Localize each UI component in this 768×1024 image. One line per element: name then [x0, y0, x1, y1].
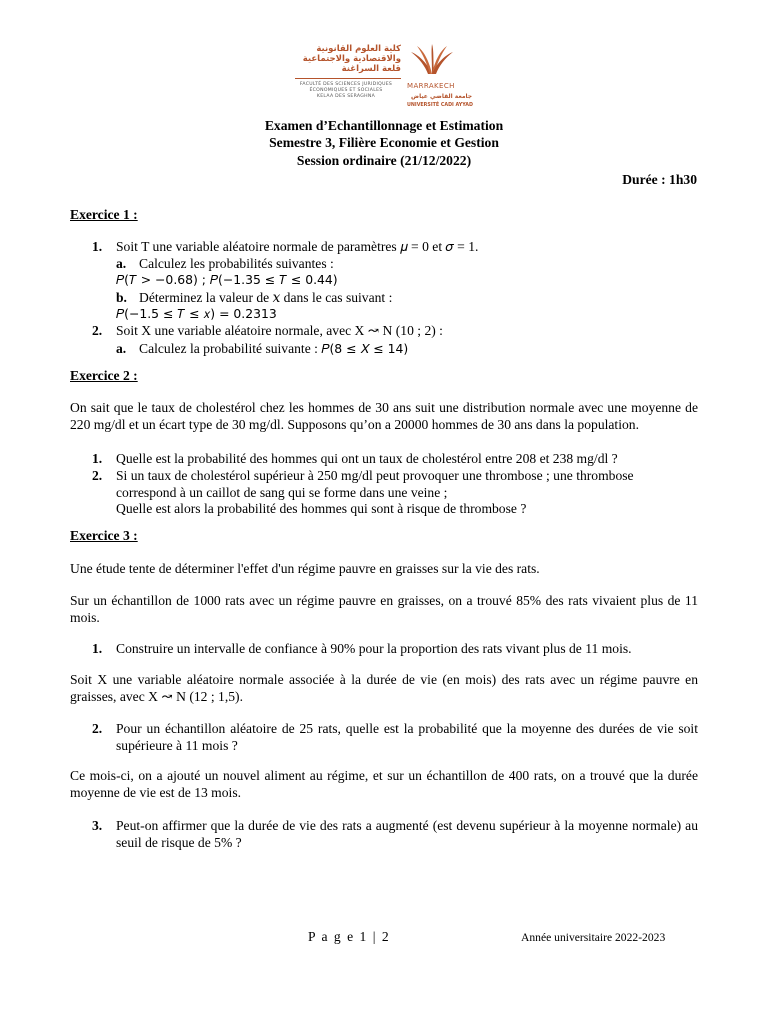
- ex1-q1b-label: b.: [116, 290, 127, 305]
- logo-french-line3: KELAA DES SERAGHNA: [316, 94, 376, 99]
- page-number: P a g e 1 | 2: [308, 929, 391, 944]
- logo-arabic-line1: كلية العلوم القانونية: [316, 44, 401, 54]
- ex1-q2-number: 2.: [92, 323, 103, 338]
- ex3-paragraph-2: Sur un échantillon de 1000 rats avec un régime pauvre en graisses, on a trouvé 85% des rats vivaient plus de 11 mois.: [70, 593, 698, 625]
- exam-session: Session ordinaire (21/12/2022): [296, 153, 472, 168]
- ex2-q2-text: [116, 468, 706, 518]
- ex2-q2-number: 2.: [92, 468, 103, 483]
- logo-divider: [295, 78, 401, 79]
- ex1-q1-text: Soit T une variable aléatoire normale de paramètres 𝜇 = 0 et 𝜎 = 1.: [116, 239, 479, 254]
- ex1-q2a: [139, 341, 408, 358]
- logo-city: MARRAKECH: [407, 82, 455, 90]
- ex2-q1-number: 1.: [92, 451, 103, 466]
- academic-year: Année universitaire 2022-2023: [521, 931, 666, 944]
- ex2-q2-line1: Si un taux de cholestérol supérieur à 250 mg/dl peut provoquer une thrombose ; une thrombose: [116, 468, 634, 483]
- ex1-q2-text: Soit X une variable aléatoire normale, avec X ↝ N (10 ; 2) :: [116, 323, 443, 338]
- ex1-q1b-math: 𝑃(−1.5 ≤ 𝑇 ≤ 𝑥) = 0.2313: [116, 306, 277, 321]
- logo-arabic-name: [291, 44, 401, 74]
- ex3-q1-number: 1.: [92, 641, 103, 656]
- logo-arabic-line2: والاقتصادية والاجتماعية: [302, 54, 401, 64]
- logo-arabic-line3: قلعة السراغنة: [341, 64, 401, 74]
- logo-french-line1: FACULTÉ DES SCIENCES JURIDIQUES: [299, 82, 393, 87]
- exercise-1-title: Exercice 1 :: [70, 207, 138, 222]
- ex2-q2-line3: Quelle est alors la probabilité des hommes qui sont à risque de thrombose ?: [116, 501, 527, 516]
- ex1-q1-number: 1.: [92, 239, 103, 254]
- ex2-q1-text: Quelle est la probabilité des hommes qui ont un taux de cholestérol entre 208 et 238 mg/dl ?: [116, 451, 618, 466]
- ex1-q2a-text: Calculez la probabilité suivante :: [139, 341, 322, 356]
- ex1-q1a-label: a.: [116, 256, 127, 271]
- faculty-logo: [287, 42, 483, 110]
- ex3-q2-text: Pour un échantillon aléatoire de 25 rats, quelle est la probabilité que la moyenne des durées de vie soit supérieure à 11 mois ?: [116, 721, 698, 753]
- ex3-q3-number: 3.: [92, 818, 103, 833]
- ex3-paragraph-1: Une étude tente de déterminer l'effet d'un régime pauvre en graisses sur la vie des rats.: [70, 561, 540, 576]
- exercise-2-title: Exercice 2 :: [70, 368, 138, 383]
- logo-university-french: UNIVERSITÉ CADI AYYAD: [407, 103, 473, 108]
- exercise-3-title: Exercice 3 :: [70, 528, 138, 543]
- ex2-intro: On sait que le taux de cholestérol chez les hommes de 30 ans suit une distribution normale avec une moyenne de 220 mg/dl et un écart type de 30 mg/dl. Supposons qu’on a 20000 hommes de 30 ans dans la population.: [70, 400, 698, 432]
- exam-semester: Semestre 3, Filière Economie et Gestion: [269, 135, 499, 150]
- ex3-q2-number: 2.: [92, 721, 103, 736]
- ex3-q1-text: Construire un intervalle de confiance à 90% pour la proportion des rats vivant plus de 11 mois.: [116, 641, 632, 656]
- ex3-q3-text: Peut-on affirmer que la durée de vie des rats a augmenté (est devenu supérieur à la moyenne normale) au seuil de risque de 5% ?: [116, 818, 698, 850]
- logo-university-arabic: جامعة القاضي عياض: [411, 93, 473, 100]
- ex2-q2-line2: correspond à un caillot de sang qui se forme dans une veine ;: [116, 484, 448, 500]
- logo-french-name: [291, 82, 401, 100]
- ex1-q1a-text: Calculez les probabilités suivantes :: [139, 256, 334, 271]
- university-emblem-icon: [409, 44, 455, 76]
- ex1-q2a-math: 𝑃(8 ≤ 𝑋 ≤ 14): [321, 341, 409, 356]
- ex1-q1a-math: 𝑃(𝑇 > −0.68) ; 𝑃(−1.35 ≤ 𝑇 ≤ 0.44): [116, 272, 338, 287]
- exam-title: Examen d’Echantillonnage et Estimation: [264, 118, 504, 133]
- logo-french-line2: ÉCONOMIQUES ET SOCIALES: [309, 88, 383, 93]
- ex1-q1b-text: Déterminez la valeur de 𝑥 dans le cas suivant :: [139, 290, 393, 305]
- ex3-paragraph-4: Ce mois-ci, on a ajouté un nouvel aliment au régime, et sur un échantillon de 400 rats, on a trouvé que la durée moyenne de vie est de 13 mois.: [70, 768, 698, 800]
- ex3-paragraph-3: Soit X une variable aléatoire normale associée à la durée de vie (en mois) des rats avec un régime pauvre en graisses, avec X ↝ N (12 ; 1,5).: [70, 672, 698, 704]
- ex1-q2a-label: a.: [116, 341, 127, 356]
- exam-duration: Durée : 1h30: [622, 172, 697, 187]
